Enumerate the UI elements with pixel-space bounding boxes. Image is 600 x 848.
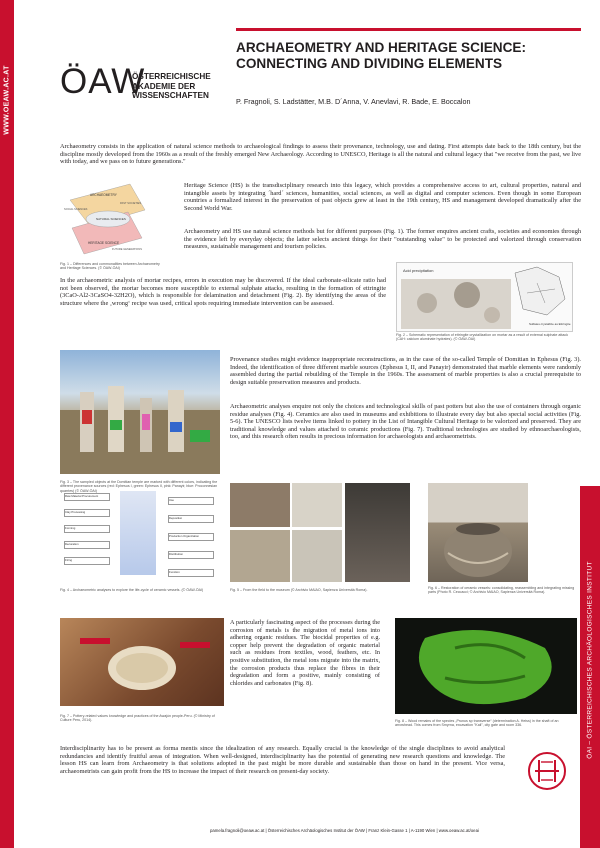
heritage-science-paragraph: Heritage Science (HS) is the transdisciplinary research into this legacy, which provides a comprehensive access to art, cultural properties, natural and intangible assets by integrating ´hard´ sciences, humanities, social sciences, as well as digital and computer sciences. Even though in some European countries a formalized interest in the preservation of past objects grew at least in the 19th century, HS and management developed dramatically after the Second World War. xyxy=(184,182,581,212)
fig6-caption: Fig. 6 – Restoration of ceramic vessels: consolidating, reassembling and integrating missing parts (Photo R. Ceccacci; © Archivio MAIAO, Sapienza Università Roma). xyxy=(428,586,575,595)
fig1-caption: Fig. 1 – Differences and commonalities between Archaeometry and Heritage Sciences. (© ÖAW-ÖAI) xyxy=(60,262,160,271)
fig7-caption: Fig. 7 – Pottery-related values knowledge and practices of the Awajún people-Peru. (© Ministry of Culture Peru, 2014). xyxy=(60,714,215,723)
fig5-caption: Fig. 5 – From the field to the museum (© Archivio MAIAO, Sapienza Università Roma). xyxy=(230,588,368,592)
fig7-awajun-photo xyxy=(60,618,224,706)
fig5-sherds-photo xyxy=(230,530,290,582)
conclusion-paragraph: Interdisciplinarity has to be present as forma mentis since the idealization of any research. Equally crucial is the knowledge of the single disciplines to avoid analytical redundancies and identify fruitful areas of integration. When well-designed, interdisciplinarity has the potential of generating new research questions and knowledge. The lesson HS can learn from Archaeometry is that solutions adopted in the past might be more durable and sustainable than those on hand in the present. Vice versa, archaeometrists can gain profit from the HS to increase the impact of their research on present-day society. xyxy=(60,745,505,775)
ceramics-paragraph: Archaeometric analyses enquire not only the choices and technological skills of past potters but also the use of containers through organic residue analyses (Fig. 4). Ceramics are also used in museums and exhibitions to illustrate every day but also special social activities (Fig. 5-6). The UNESCO lists twelve items linked to pottery in the List of Intangible Cultural Heritage to be valorized and preserved. They are traditional knowledge and values attached to ceramic productions (Fig. 7). Traditional technologies are studied by ethnoarchaeologists, too, and this research often results in precious information for archaeologists and archaeometrists. xyxy=(230,403,581,441)
right-sidebar-institute: ÖAI – ÖSTERREICHISCHES ARCHÄOLOGISCHES INSTITUT xyxy=(586,561,594,759)
fig3-temple-photo xyxy=(60,350,220,474)
fig1-label-4: PAST SOCIETIES xyxy=(120,202,142,205)
poster-title xyxy=(236,40,581,72)
fig4-box-9: Function xyxy=(168,569,214,577)
fig1-label-1: HERITAGE SCIENCE xyxy=(88,241,120,245)
fig2-ettringite-schematic xyxy=(396,262,573,332)
fig4-caption: Fig. 4 – Archaeometric analyses to explore the life-cycle of ceramic vessels. (© ÖAW-ÖAI) xyxy=(60,588,204,592)
fig5-excavation-photo xyxy=(230,483,290,527)
author-list: P. Fragnoli, S. Ladstätter, M.B. D´Anna, V. Anevlavi, R. Bade, E. Boccalon xyxy=(236,97,471,106)
fig4-box-4: Firing xyxy=(64,557,110,565)
fig2-label-acid: Acid precipitation xyxy=(403,268,434,273)
fig4-box-8: Distribution xyxy=(168,551,214,559)
fig8-wood-remains-photo xyxy=(395,618,577,714)
title-line-1: ARCHAEOMETRY AND HERITAGE SCIENCE: xyxy=(236,40,527,55)
fig5-museum-photo xyxy=(345,483,410,582)
provenance-paragraph: Provenance studies might evidence inappropriate reconstructions, as in the case of the so-called Temple of Domitian in Ephesus (Fig. 3). Indeed, the identification of three different marble sources (Ephesus I, II, and Panayir) demonstrated that marble elements were randomly assembled during the partial rebuilding of the Temple in the 1960s. The assessment of marble properties is also a crucial prerequisite to design suitable preservation measures and products. xyxy=(230,356,581,386)
archaeometry-hs-paragraph: Archaeometry and HS use natural science methods but for different purposes (Fig. 1). The former enquires ancient crafts, societies and economies through the evidence left by everyday objects; the latter selects ancient things for their "outstanding value" to be protected and valorized through conservation measures, sustainable management and tourism policies. xyxy=(184,228,581,251)
fig4-box-3: Decoration xyxy=(64,541,110,549)
fig4-box-1: Clay Processing xyxy=(64,509,110,517)
footer-contact[interactable]: pamela.fragnoli@oeaw.ac.at | Österreichisches Archäologisches Institut der ÖAW | Franz Klein-Gasse 1 | A-1190 Wien | www.oeaw.ac.at/oeai xyxy=(210,828,479,833)
fig2-label-ettringite: Sulfates crystallize as Ettringite xyxy=(529,322,571,326)
fig4-central-column xyxy=(120,491,156,575)
fig5-ceramic-drawing xyxy=(292,530,342,582)
logo-line-3: WISSENSCHAFTEN xyxy=(132,91,209,101)
fig4-box-2: Forming xyxy=(64,525,110,533)
left-sidebar-url[interactable]: WWW.OEAW.AC.AT xyxy=(3,65,11,135)
fig4-box-5: Use xyxy=(168,497,214,505)
fig8-caption: Fig. 8 – Wood remains of the species „Prunus sp transverse“ (determination A. Heiss) in the shaft of an arrowhead. This comes from Smyrna, excavation "Kali", city gate and room 336. xyxy=(395,719,559,728)
logo-line-2: AKADEMIE DER xyxy=(132,81,196,91)
oaw-logo-mark: ÖAW xyxy=(60,62,146,101)
intro-paragraph: Archaeometry consists in the application of natural science methods to archaeological findings to assess their provenance, technology, use and dating. First attempts date back to the 18th century, but the discipline mostly developed from the 1960s as a result of the freshly emerged New Archaeology. According to UNESCO, Heritage is all the natural and cultural legacy that "we receive from the past, we live with today, and we pass on to future generations." xyxy=(60,143,581,166)
fig2-caption: Fig. 2 – Schematic representation of ettringite crystallization on mortar as a result of external sulphate attack (CAH: calcium aluminate hydrates). (© ÖAW-ÖAI) xyxy=(396,333,568,342)
mortar-paragraph: In the archaeometric analysis of mortar recipes, errors in execution may be discovered. If the ideal carbonate-silicate ratio had not been observed, the mortar becomes more susceptible to external sulphate attacks, resulting in the formation of ettringite (3CaO-Al2-3CaSO4-32H2O), which is responsible for delamination and detachment (Fig. 2). By identifying the areas of the structure where the ‚wrong‘ recipe was used, critical spots requiring immediate intervention can be assessed. xyxy=(60,277,386,307)
fig1-venn-diagram xyxy=(60,180,155,258)
fig6-restoration-photo xyxy=(428,483,528,582)
fig1-label-0: ARCHAEOMETRY xyxy=(90,193,117,197)
fig1-label-2: NATURAL SCIENCES xyxy=(96,217,126,221)
fig4-box-0: Raw Material Procurement xyxy=(64,493,110,501)
title-line-2: CONNECTING AND DIVIDING ELEMENTS xyxy=(236,56,503,71)
fig4-ceramic-lifecycle-diagram xyxy=(60,487,220,583)
oaw-logo-text xyxy=(132,72,211,101)
oai-emblem-icon xyxy=(527,751,567,791)
fig3-caption: Fig. 3 – The sampled objects at the Domitian temple are marked with different colors, indicating the different provenance sources (red: Ephesus I, green: Ephesus II, pink: Panayir, blue: Proconnesian quarries) (© ÖAW-ÖAI) xyxy=(60,480,218,493)
fig4-box-7: Production Organization xyxy=(168,533,214,541)
fig1-label-5: FUTURE GENERATIONS xyxy=(112,248,142,251)
fig1-label-3: SOCIAL SCIENCES xyxy=(64,208,88,211)
metal-corrosion-paragraph: A particularly fascinating aspect of the processes during the corrosion of metals is the migration of metal ions into adhering organic residues. The biocidal properties of e.g. copper help prevent the degradation of organic material such as residues from textiles, wood, feathers, etc. In positive substitution, the metal ions migrate into the matrix, the corrosion products thus replace the fibres in their degradation and form a positive, mainly consisting of chlorides and carbonates (Fig. 8). xyxy=(230,619,380,687)
title-accent-bar xyxy=(236,28,581,31)
logo-line-1: ÖSTERREICHISCHE xyxy=(132,72,211,81)
fig5-drawing-photo xyxy=(292,483,342,527)
fig4-box-6: Deposition xyxy=(168,515,214,523)
